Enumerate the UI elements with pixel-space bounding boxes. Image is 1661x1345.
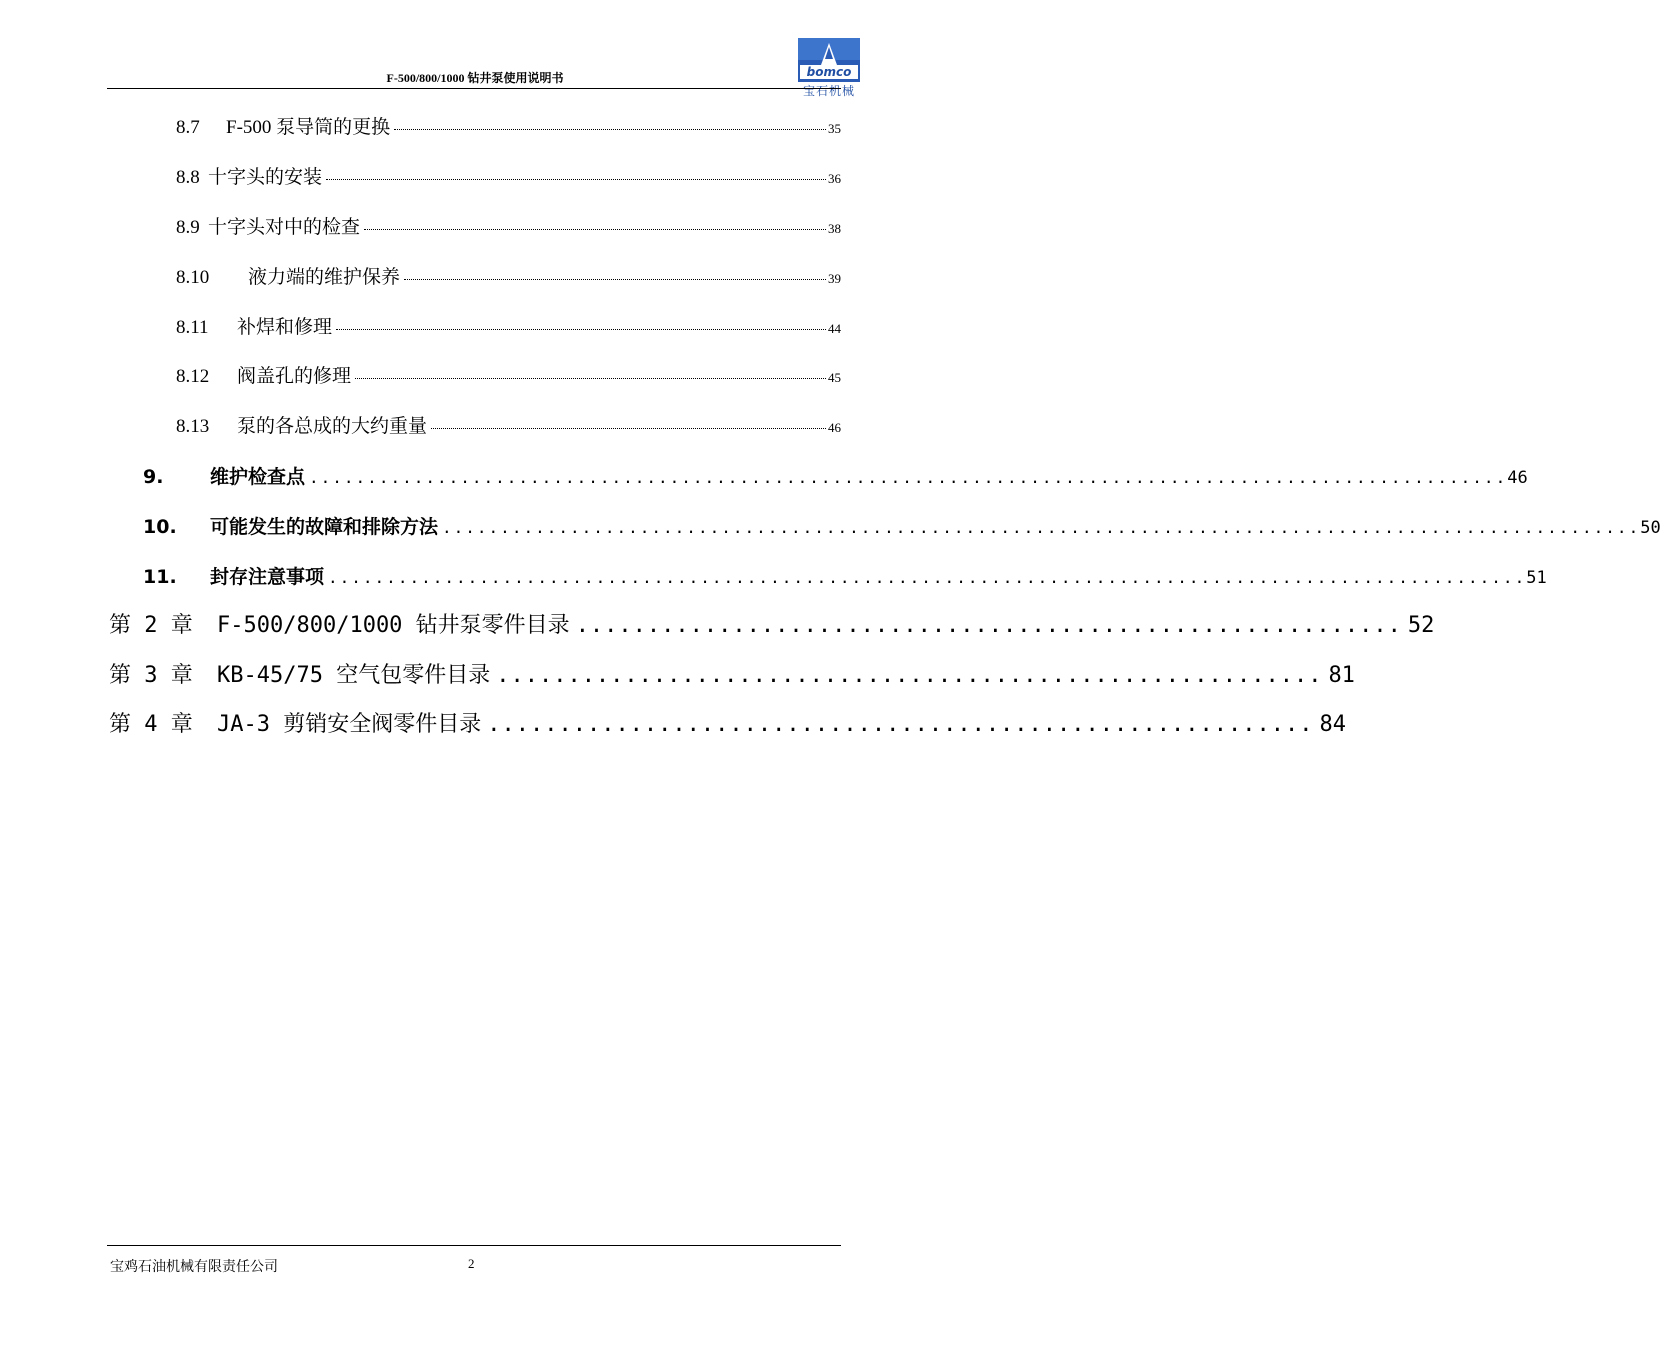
toc-entry-title: 泵的各总成的大约重量 <box>237 416 428 437</box>
toc-chapter-page: 52 <box>1407 613 1435 638</box>
toc-entry-number: 10. <box>143 516 177 538</box>
toc-entry-title: 维护检查点 <box>210 466 306 488</box>
toc-leader-dots <box>404 278 826 280</box>
toc-entry-8-8[interactable] <box>176 162 841 189</box>
toc-entry-8-11[interactable] <box>176 312 841 339</box>
toc-entry-title: 阀盖孔的修理 <box>237 366 352 387</box>
toc-entry-number: 11. <box>143 566 177 588</box>
toc-entry-11[interactable] <box>143 562 1547 589</box>
toc-entry-8-7[interactable] <box>176 112 841 139</box>
toc-entry-9[interactable] <box>143 462 1528 489</box>
toc-entry-page: 45 <box>828 370 841 385</box>
toc-chapter-page: 84 <box>1319 712 1346 737</box>
toc-leader-dots: .......................................................... <box>575 613 1402 638</box>
toc-entry-title: 补焊和修理 <box>237 317 333 338</box>
header-divider <box>107 88 841 89</box>
toc-entry-number: 9. <box>143 466 164 488</box>
page-number: 2 <box>468 1256 475 1271</box>
toc-entry-10[interactable] <box>143 512 1661 539</box>
toc-leader-dots <box>431 427 826 429</box>
toc-entry-page: 51 <box>1526 568 1547 588</box>
toc-entry-number: 8.11 <box>176 317 209 338</box>
bomco-logo-mark <box>797 37 861 83</box>
toc-leader-dots: .......................................................... <box>487 712 1314 737</box>
toc-entry-number: 8.8 <box>176 167 200 188</box>
toc-entry-page: 39 <box>828 271 841 286</box>
logo-subtext: 宝石机械 <box>802 84 855 98</box>
toc-chapter-title: F-500/800/1000 钻井泵零件目录 <box>217 613 570 638</box>
toc-leader-dots <box>394 128 826 130</box>
toc-leader-dots <box>355 377 826 379</box>
toc-chapter-title: KB-45/75 空气包零件目录 <box>217 663 491 688</box>
toc-entry-8-9[interactable] <box>176 212 841 239</box>
toc-entry-page: 35 <box>828 121 841 136</box>
toc-chapter-number: 第 2 章 <box>109 613 193 638</box>
toc-entry-page: 46 <box>1507 468 1528 488</box>
toc-leader-dots <box>326 178 826 180</box>
toc-entry-title: 十字头对中的检查 <box>208 217 361 238</box>
toc-chapter-title: JA-3 剪销安全阀零件目录 <box>217 712 482 737</box>
toc-entry-page: 50 <box>1640 518 1661 538</box>
toc-entry-8-10[interactable] <box>176 262 841 289</box>
toc-entry-page: 46 <box>828 420 841 435</box>
toc-entry-number: 8.9 <box>176 217 200 238</box>
toc-entry-title: 液力端的维护保养 <box>248 267 401 288</box>
footer-company-name: 宝鸡石油机械有限责任公司 <box>110 1259 278 1275</box>
toc-chapter-2[interactable] <box>109 608 1435 639</box>
toc-entry-title: 十字头的安装 <box>208 167 323 188</box>
toc-entry-8-12[interactable] <box>176 361 841 388</box>
document-title: F-500/800/1000 钻井泵使用说明书 <box>386 71 564 85</box>
toc-leader-dots: ....................................................................................................... <box>328 568 1527 587</box>
toc-chapter-4[interactable] <box>109 707 1346 738</box>
toc-entry-8-13[interactable] <box>176 411 841 438</box>
toc-leader-dots: ....................................................................................................... <box>442 518 1641 537</box>
toc-chapter-number: 第 4 章 <box>109 712 193 737</box>
toc-entry-number: 8.13 <box>176 416 210 437</box>
toc-entry-number: 8.7 <box>176 117 200 138</box>
toc-chapter-3[interactable] <box>109 658 1355 689</box>
toc-leader-dots <box>364 228 826 230</box>
toc-entry-number: 8.10 <box>176 267 210 288</box>
toc-chapter-page: 81 <box>1328 663 1355 688</box>
toc-entry-title: F-500 泵导筒的更换 <box>226 117 391 138</box>
toc-entry-number: 8.12 <box>176 366 210 387</box>
toc-leader-dots <box>336 328 826 330</box>
logo-wordmark: bomco <box>806 65 852 79</box>
toc-entry-title: 可能发生的故障和排除方法 <box>210 516 439 538</box>
toc-entry-page: 44 <box>828 321 841 336</box>
toc-leader-dots: ....................................................................................................... <box>309 468 1508 487</box>
toc-entry-page: 36 <box>828 171 841 186</box>
toc-entry-title: 封存注意事项 <box>210 566 325 588</box>
toc-leader-dots: .......................................................... <box>496 663 1323 688</box>
bomco-logo <box>797 37 861 99</box>
footer-divider <box>107 1245 841 1246</box>
toc-entry-page: 38 <box>828 221 841 236</box>
toc-chapter-number: 第 3 章 <box>109 663 193 688</box>
